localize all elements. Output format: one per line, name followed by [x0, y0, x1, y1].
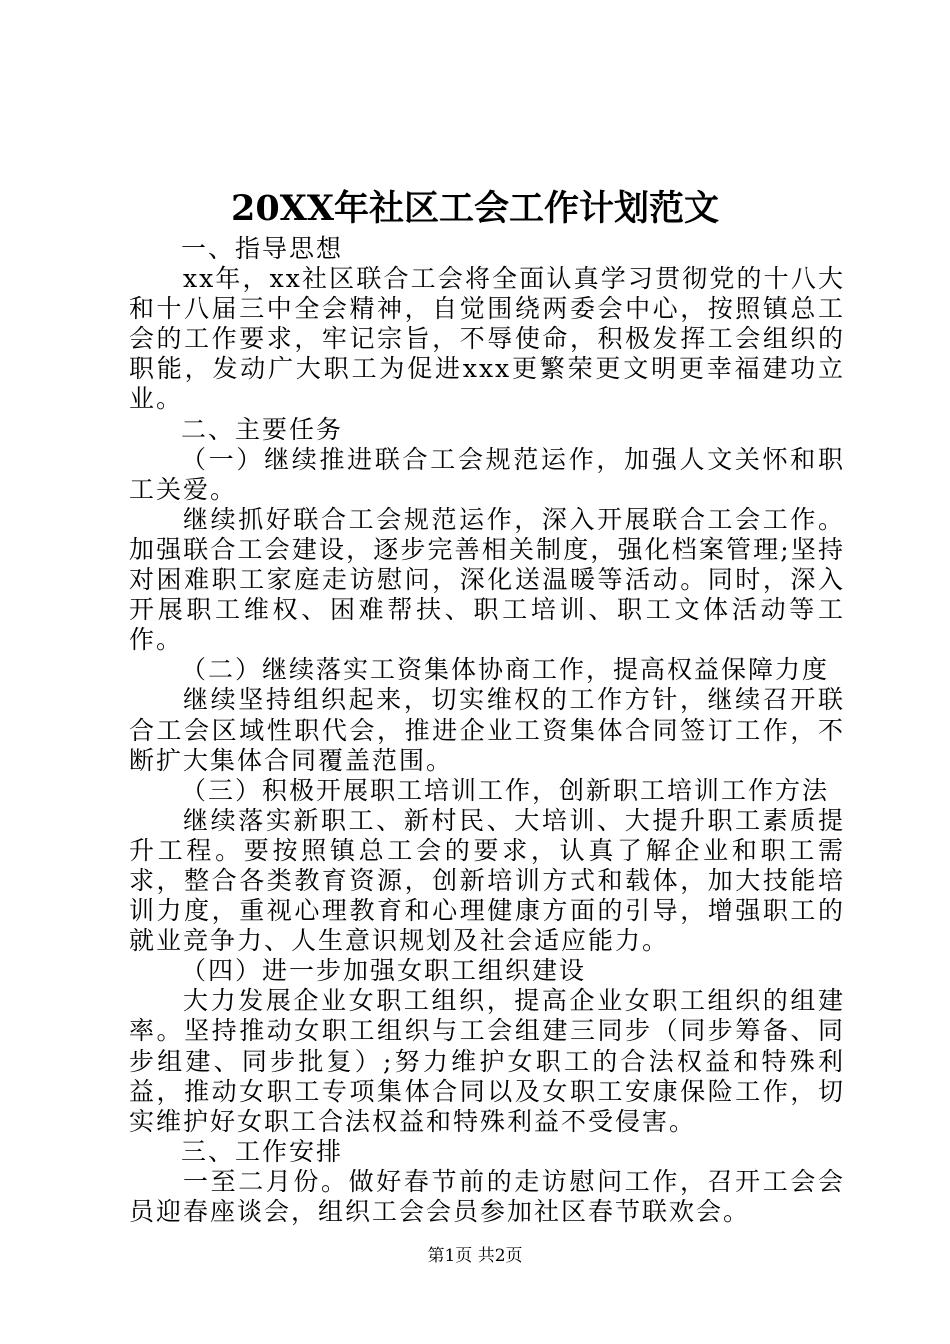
section-heading-main-tasks: 二、主要任务 [181, 414, 344, 444]
subheading-task-1: （一）继续推进联合工会规范运作，加强人文关怀和职工关爱。 [129, 444, 845, 504]
paragraph-guiding-ideology: xx年，xx社区联合工会将全面认真学习贯彻党的十八大和十八届三中全会精神，自觉围绕两委会中心，按照镇总工会的工作要求，牢记宗旨，不辱使命，积极发挥工会组织的职能，发动广大职工为促进xxx更繁荣更文明更幸福建功立业。 [129, 264, 845, 414]
page-footer: 第1页 共2页 [427, 1246, 523, 1266]
section-heading-guiding-ideology: 一、指导思想 [181, 234, 344, 263]
document-title: 20XX年社区工会工作计划范文 [230, 188, 720, 229]
paragraph-task-3: 继续落实新职工、新村民、大培训、大提升职工素质提升工程。要按照镇总工会的要求，认真了解企业和职工需求，整合各类教育资源，创新培训方式和载体，加大技能培训力度，重视心理教育和心理健康方面的引导，增强职工的就业竞争力、人生意识规划及社会适应能力。 [129, 805, 845, 956]
document-body [129, 234, 845, 1227]
paragraph-task-1: 继续抓好联合工会规范运作，深入开展联合工会工作。加强联合工会建设，逐步完善相关制度，强化档案管理;坚持对困难职工家庭走访慰问，深化送温暖等活动。同时，深入开展职工维权、困难帮扶、职工培训、职工文体活动等工作。 [129, 504, 845, 655]
subheading-task-3: （三）积极开展职工培训工作，创新职工培训工作方法 [181, 775, 830, 805]
paragraph-task-2: 继续坚持组织起来，切实维权的工作方针，继续召开联合工会区域性职代会，推进企业工资集体合同签订工作，不断扩大集体合同覆盖范围。 [129, 685, 845, 775]
paragraph-work-schedule: 一至二月份。做好春节前的走访慰问工作，召开工会会员迎春座谈会，组织工会会员参加社区春节联欢会。 [129, 1166, 845, 1226]
paragraph-task-4: 大力发展企业女职工组织，提高企业女职工组织的组建率。坚持推动女职工组织与工会组建三同步（同步筹备、同步组建、同步批复）;努力维护女职工的合法权益和特殊利益，推动女职工专项集体合同以及女职工安康保险工作，切实维护好女职工合法权益和特殊利益不受侵害。 [129, 986, 845, 1136]
subheading-task-2: （二）继续落实工资集体协商工作，提高权益保障力度 [181, 655, 830, 685]
section-heading-work-schedule: 三、工作安排 [181, 1136, 344, 1166]
subheading-task-4: （四）进一步加强女职工组织建设 [181, 956, 587, 986]
